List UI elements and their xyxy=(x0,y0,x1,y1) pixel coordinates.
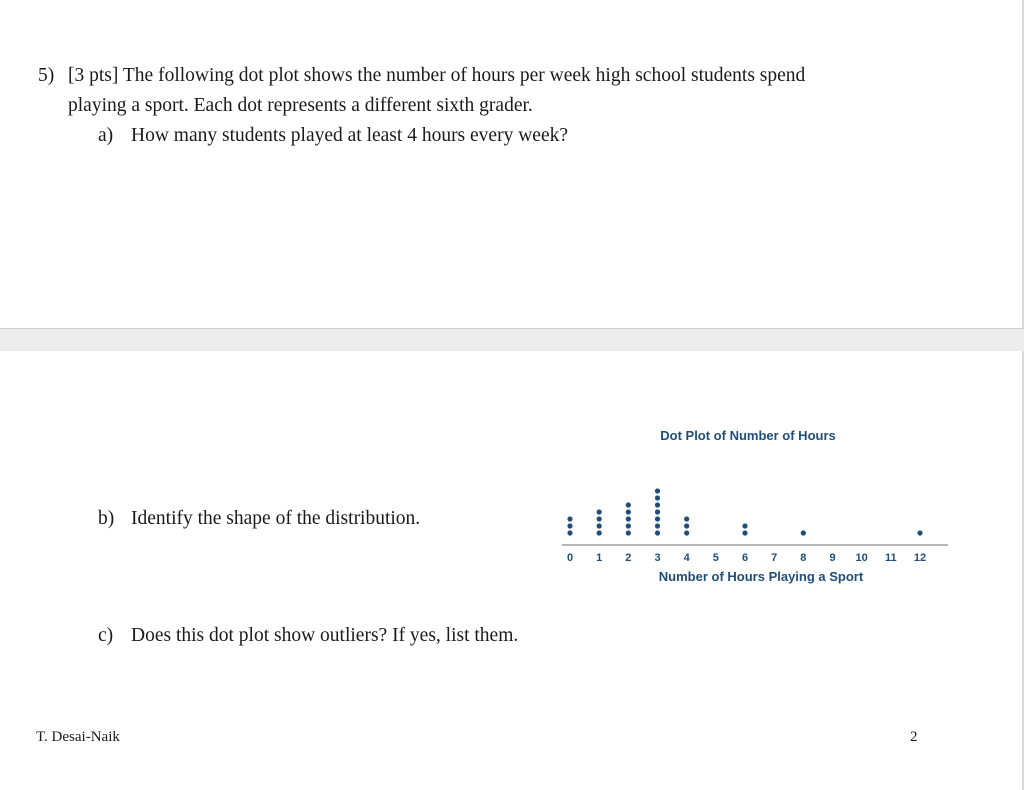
dot-mark xyxy=(801,530,806,535)
x-axis-label: Number of Hours Playing a Sport xyxy=(658,569,864,584)
chart-title: Dot Plot of Number of Hours xyxy=(660,428,836,443)
x-tick-label: 8 xyxy=(800,552,807,564)
x-tick-label: 10 xyxy=(855,552,868,564)
dot-mark xyxy=(626,502,631,507)
x-tick-labels xyxy=(567,552,926,564)
dot-mark xyxy=(655,488,660,493)
dot-marks xyxy=(567,488,922,535)
dot-mark xyxy=(626,530,631,535)
x-tick-label: 11 xyxy=(885,552,897,564)
x-tick-label: 0 xyxy=(566,552,574,564)
dot-mark xyxy=(684,530,689,535)
dot-mark xyxy=(655,516,660,521)
page-separator xyxy=(0,328,1024,352)
x-tick-label: 9 xyxy=(829,552,836,564)
question-text-line1: [3 pts] The following dot plot shows the number of hours per week high school students spend xyxy=(68,65,806,86)
dot-mark xyxy=(655,523,660,528)
dot-mark xyxy=(742,523,747,528)
x-tick-label: 12 xyxy=(913,552,927,564)
dot-mark xyxy=(567,530,572,535)
question-text-line2: playing a sport. Each dot represents a different sixth grader. xyxy=(68,95,533,116)
dot-mark xyxy=(597,523,602,528)
x-tick-label: 5 xyxy=(712,552,719,564)
dot-mark xyxy=(917,530,922,535)
footer-page-number: 2 xyxy=(910,729,918,745)
part-b-text: Identify the shape of the distribution. xyxy=(131,508,421,529)
dot-mark xyxy=(655,509,660,514)
dot-mark xyxy=(597,530,602,535)
x-tick-label: 7 xyxy=(771,552,778,564)
part-b-label: b) xyxy=(98,508,115,529)
x-tick-label: 6 xyxy=(741,552,749,564)
dot-mark xyxy=(567,523,572,528)
x-tick-label: 2 xyxy=(625,552,632,564)
dot-mark xyxy=(655,495,660,500)
page-top xyxy=(0,0,1024,328)
dot-mark xyxy=(684,523,689,528)
part-c-label: c) xyxy=(98,625,114,646)
dot-plot-chart xyxy=(550,420,970,600)
question-number: 5) xyxy=(38,65,55,86)
x-tick-label: 4 xyxy=(683,552,690,564)
dot-mark xyxy=(597,516,602,521)
dot-mark xyxy=(655,530,660,535)
footer-author: T. Desai-Naik xyxy=(36,729,120,745)
x-tick-label: 3 xyxy=(654,552,661,564)
part-c-text: Does this dot plot show outliers? If yes, list them. xyxy=(131,625,519,646)
dot-mark xyxy=(626,509,631,514)
dot-mark xyxy=(655,502,660,507)
part-a-text: How many students played at least 4 hours every week? xyxy=(131,125,568,146)
x-tick-label: 1 xyxy=(596,552,603,564)
dot-mark xyxy=(626,516,631,521)
dot-mark xyxy=(684,516,689,521)
dot-mark xyxy=(742,530,747,535)
dot-mark xyxy=(567,516,572,521)
dot-mark xyxy=(597,509,602,514)
part-a-label: a) xyxy=(98,125,114,146)
dot-mark xyxy=(626,523,631,528)
